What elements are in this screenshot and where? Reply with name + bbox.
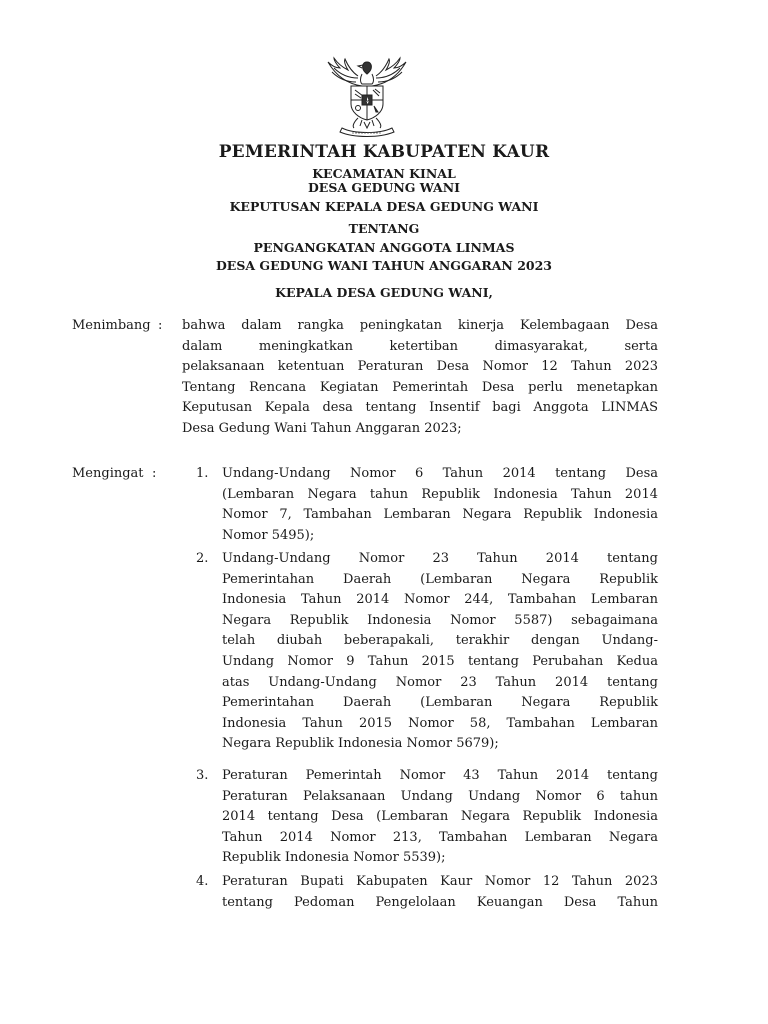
list-item-line: Undang-Undang Nomor 23 Tahun 2014 tentang [222, 551, 658, 566]
kepala-desa-heading: KEPALA DESA GEDUNG WANI, [275, 285, 493, 300]
list-item-line: Pemerintahan Daerah (Lembaran Negara Republik [222, 695, 658, 711]
tentang-heading: TENTANG [348, 221, 420, 236]
list-item-number: 2. [196, 551, 209, 566]
list-item-line: Indonesia Tahun 2014 Nomor 244, Tambahan Lembaran [222, 592, 658, 608]
garuda-pancasila-icon [318, 56, 416, 138]
list-item-line: Indonesia Tahun 2015 Nomor 58, Tambahan Lembaran [222, 715, 658, 731]
paragraph-line: Desa Gedung Wani Tahun Anggaran 2023; [182, 420, 462, 436]
paragraph-line: Keputusan Kepala desa tentang Insentif bagi Anggota LINMAS [182, 400, 658, 416]
menimbang-paragraph [182, 316, 658, 440]
list-item-number: 4. [196, 874, 209, 889]
keputusan-heading: KEPUTUSAN KEPALA DESA GEDUNG WANI [229, 199, 539, 214]
list-item-line: Negara Republik Indonesia Nomor 5679); [222, 736, 499, 752]
list-item-line: Peraturan Pelaksanaan Undang Undang Nomor 6 tahun [222, 788, 658, 804]
list-item-line: atas Undang-Undang Nomor 23 Tahun 2014 tentang [222, 674, 658, 690]
list-item-line: Peraturan Pemerintah Nomor 43 Tahun 2014 tentang [222, 768, 658, 783]
list-item-line: Pemerintahan Daerah (Lembaran Negara Republik [222, 571, 658, 587]
list-item-line: Undang Nomor 9 Tahun 2015 tentang Perubahan Kedua [222, 653, 658, 669]
list-item-line: telah diubah beberapakali, terakhir dengan Undang- [222, 633, 658, 649]
list-item-line: Tahun 2014 Nomor 213, Tambahan Lembaran Negara [222, 829, 658, 845]
paragraph-line: pelaksanaan ketentuan Peraturan Desa Nomor 12 Tahun 2023 [182, 359, 658, 375]
desa-line: DESA GEDUNG WANI [307, 180, 461, 195]
paragraph-line: bahwa dalam rangka peningkatan kinerja Kelembagaan Desa [182, 318, 658, 333]
menimbang-label: Menimbang [72, 318, 151, 333]
list-item-line: (Lembaran Negara tahun Republik Indonesia Tahun 2014 [222, 486, 658, 502]
list-item-line: Nomor 5495); [222, 527, 315, 543]
list-item-line: 2014 tentang Desa (Lembaran Negara Republik Indonesia [222, 809, 658, 825]
list-item-line: Negara Republik Indonesia Nomor 5587) sebagaimana [222, 612, 658, 628]
list-item-line: Republik Indonesia Nomor 5539); [222, 850, 446, 866]
subject-line-2: DESA GEDUNG WANI TAHUN ANGGARAN 2023 [215, 258, 553, 273]
mengingat-label: Mengingat [72, 466, 144, 481]
document-title: PEMERINTAH KABUPATEN KAUR [218, 142, 550, 162]
mengingat-colon: : [152, 466, 157, 481]
list-item-number: 1. [196, 466, 209, 481]
subject-line-1: PENGANGKATAN ANGGOTA LINMAS [253, 240, 515, 255]
list-item-line: Peraturan Bupati Kabupaten Kaur Nomor 12 Tahun 2023 [222, 874, 658, 889]
kecamatan-line: KECAMATAN KINAL [312, 166, 456, 181]
paragraph-line: Tentang Rencana Kegiatan Pemerintah Desa perlu menetapkan [182, 379, 658, 395]
list-item-line: tentang Pedoman Pengelolaan Keuangan Desa Tahun [222, 894, 658, 910]
list-item-number: 3. [196, 768, 209, 783]
paragraph-line: dalam meningkatkan ketertiban dimasyarakat, serta [182, 338, 658, 354]
menimbang-colon: : [158, 318, 163, 333]
list-item-line: Nomor 7, Tambahan Lembaran Negara Republik Indonesia [222, 507, 658, 523]
list-item-line: Undang-Undang Nomor 6 Tahun 2014 tentang Desa [222, 466, 658, 481]
